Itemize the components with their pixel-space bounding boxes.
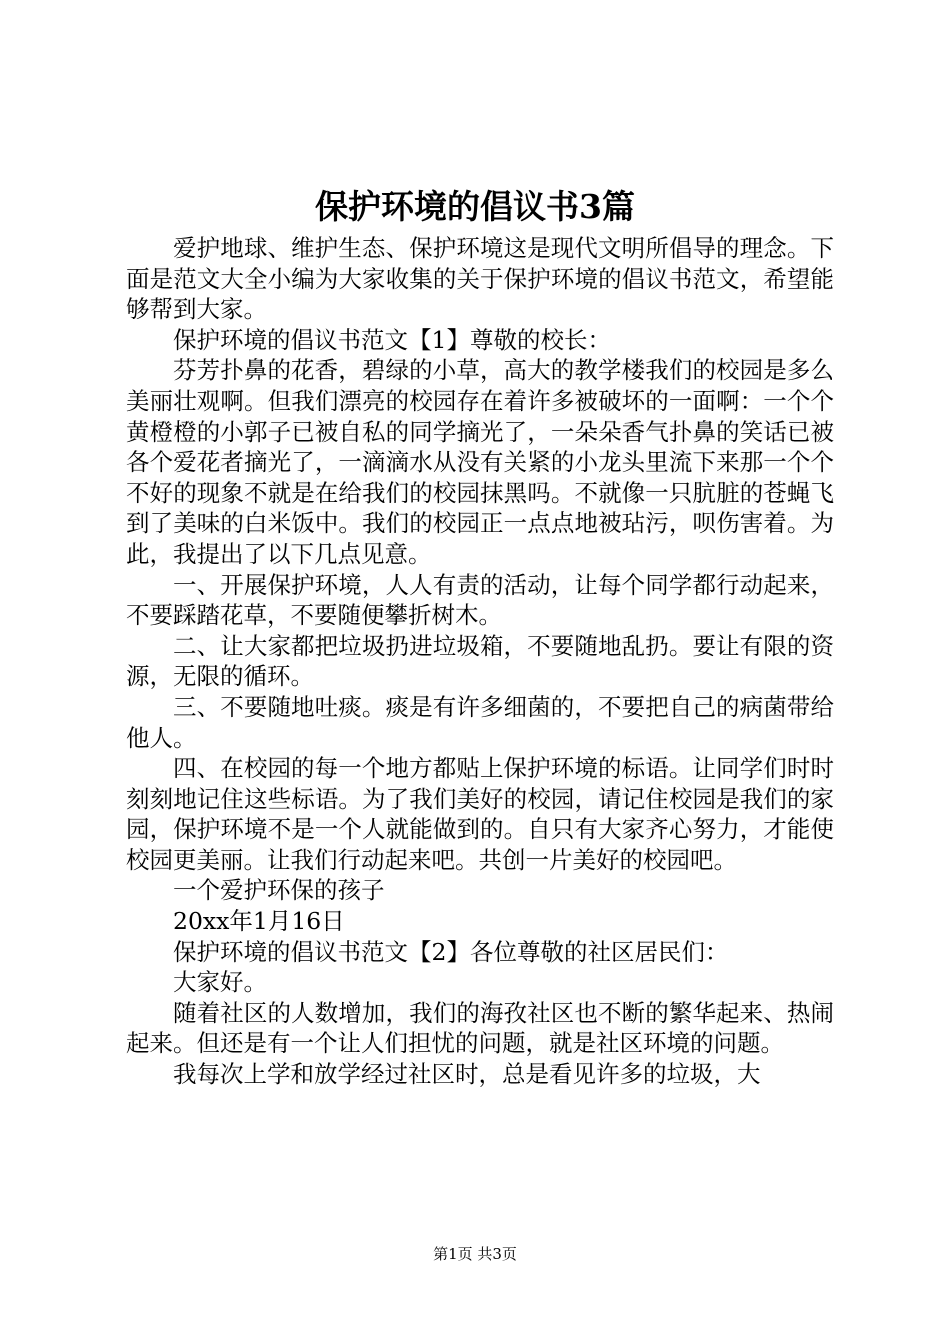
paragraph: 四、在校园的每一个地方都贴上保护环境的标语。让同学们时时刻刻地记住这些标语。为了我们美好的校园，请记住校园是我们的家园，保护环境不是一个人就能做到的。自只有大家齐心努力，才能使校园更美丽。让我们行动起来吧。共创一片美好的校园吧。 [126,754,834,874]
date: 20xx年1月16日 [173,907,345,936]
paragraph: 大家好。 [173,968,267,997]
document-body [126,233,834,1090]
paragraph: 三、不要随地吐痰。痰是有许多细菌的，不要把自己的病菌带给他人。 [126,692,834,752]
paragraph: 二、让大家都把垃圾扔进垃圾箱，不要随地乱扔。要让有限的资源，无限的循环。 [126,631,834,691]
page-footer: 第1页 共3页 [433,1245,517,1263]
paragraph: 保护环境的倡议书范文【2】各位尊敬的社区居民们： [173,937,729,966]
paragraph: 芬芳扑鼻的花香，碧绿的小草，高大的教学楼我们的校园是多么美丽壮观啊。但我们漂亮的校园存在着许多被破坏的一面啊：一个个黄橙橙的小郭子已被自私的同学摘光了，一朵朵香气扑鼻的笑话已被各个爱花者摘光了，一滴滴水从没有关紧的小龙头里流下来那一个个不好的现象不就是在给我们的校园抹黑吗。不就像一只肮脏的苍蝇飞到了美味的白米饭中。我们的校园正一点点地被玷污，呗伤害着。为此，我提出了以下几点见意。 [126,356,834,568]
paragraph: 随着社区的人数增加，我们的海孜社区也不断的繁华起来、热闹起来。但还是有一个让人们担忧的问题，就是社区环境的问题。 [126,998,834,1058]
signature: 一个爱护环保的孩子 [173,876,385,905]
paragraph: 一、开展保护环境，人人有责的活动，让每个同学都行动起来，不要踩踏花草，不要随便攀折树木。 [126,570,834,630]
paragraph: 爱护地球、维护生态、保护环境这是现代文明所倡导的理念。下面是范文大全小编为大家收集的关于保护环境的倡议书范文，希望能够帮到大家。 [126,234,834,324]
document-title: 保护环境的倡议书3篇 [315,187,635,226]
paragraph: 保护环境的倡议书范文【1】尊敬的校长： [173,325,611,354]
paragraph: 我每次上学和放学经过社区时，总是看见许多的垃圾，大 [173,1060,761,1089]
